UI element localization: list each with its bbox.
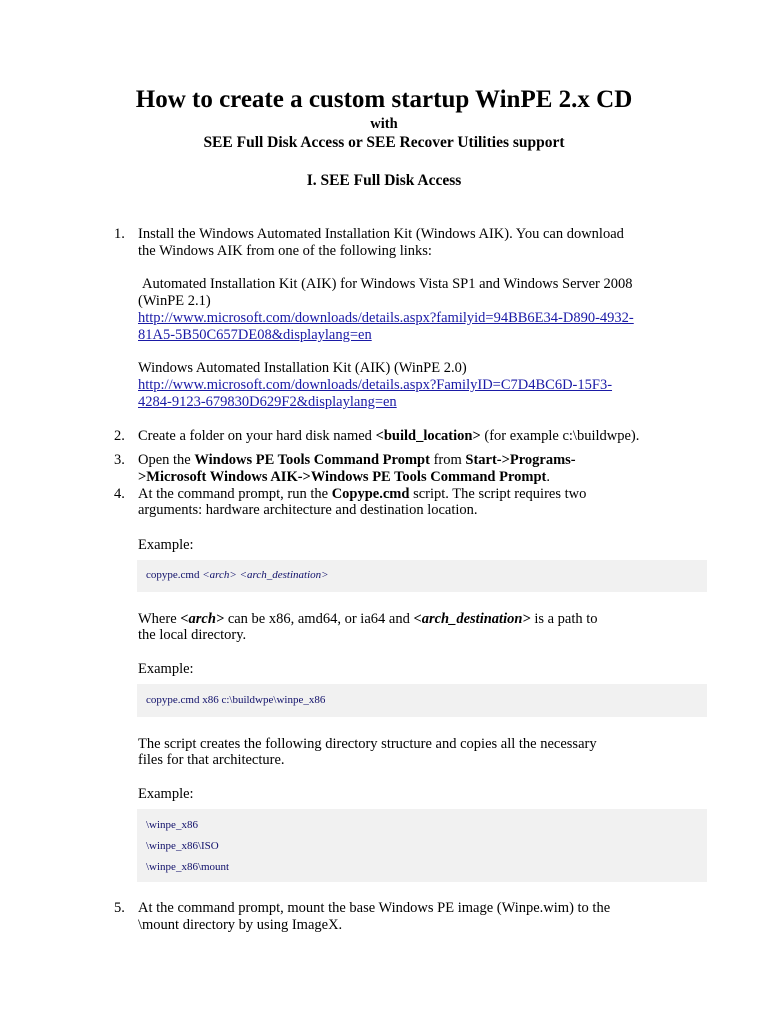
- paragraph-line: files for that architecture.: [138, 752, 285, 768]
- paragraph-line: the Windows AIK from one of the following links:: [138, 243, 432, 259]
- example-label: Example:: [138, 661, 194, 677]
- subtitle-main: SEE Full Disk Access or SEE Recover Utilities support: [203, 134, 565, 151]
- download-link-line[interactable]: [138, 377, 612, 394]
- step-number: 5.: [114, 900, 125, 916]
- download-link-winpe20-cont[interactable]: 4284-9123-679830D629F2&displaylang=en: [138, 394, 397, 410]
- paragraph-line: \mount directory by using ImageX.: [138, 917, 343, 933]
- step-number: 2.: [114, 428, 125, 444]
- paragraph-line: [138, 469, 550, 486]
- paragraph-line: At the command prompt, mount the base Windows PE image (Winpe.wim) to the: [138, 900, 611, 916]
- code-block: [137, 809, 707, 882]
- code-line: \winpe_x86: [146, 819, 198, 831]
- download-link-winpe20[interactable]: http://www.microsoft.com/downloads/details.aspx?FamilyID=C7D4BC6D-15F3-: [138, 377, 613, 393]
- text-run: At the command prompt, run the: [138, 486, 332, 502]
- text-run: can be x86, amd64, or ia64 and: [224, 611, 414, 627]
- bold-text: Windows PE Tools Command Prompt: [194, 452, 430, 468]
- section-heading: I. SEE Full Disk Access: [306, 172, 462, 189]
- document-title: How to create a custom startup WinPE 2.x CD: [135, 86, 633, 113]
- paragraph-line: [138, 452, 576, 469]
- example-label: Example:: [138, 537, 194, 553]
- bold-text: >Microsoft Windows AIK->Windows PE Tools Command Prompt: [138, 469, 547, 485]
- bold-text: Copype.cmd: [331, 486, 410, 502]
- code-block: [137, 684, 707, 717]
- paragraph-line: the local directory.: [138, 627, 247, 643]
- link-description: Automated Installation Kit (AIK) for Windows Vista SP1 and Windows Server 2008: [142, 276, 633, 292]
- step-number: 1.: [114, 226, 125, 242]
- paragraph-line: [138, 428, 639, 445]
- text-run: (for example c:\buildwpe).: [480, 428, 640, 444]
- text-run: Where: [138, 611, 181, 627]
- paragraph-line: [138, 486, 586, 503]
- paragraph-line: arguments: hardware architecture and destination location.: [138, 502, 478, 518]
- download-link-line[interactable]: [138, 310, 634, 327]
- bold-text: <build_location>: [375, 428, 481, 444]
- text-run: from: [429, 452, 466, 468]
- link-description: (WinPE 2.1): [138, 293, 211, 309]
- step-number: 3.: [114, 452, 125, 468]
- download-link-vista-sp1[interactable]: http://www.microsoft.com/downloads/details.aspx?familyid=94BB6E34-D890-4932-: [138, 310, 634, 326]
- paragraph-line: The script creates the following directory structure and copies all the necessary: [138, 736, 597, 752]
- bold-italic-text: <arch_destination>: [413, 611, 531, 627]
- paragraph-line: [138, 611, 598, 628]
- download-link-line[interactable]: [138, 394, 397, 411]
- download-link-vista-sp1-cont[interactable]: 81A5-5B50C657DE08&displaylang=en: [138, 327, 372, 343]
- code-block: [137, 560, 707, 592]
- bold-italic-text: <arch>: [180, 611, 225, 627]
- code-line: \winpe_x86\mount: [146, 861, 230, 873]
- example-label: Example:: [138, 786, 194, 802]
- link-description: Windows Automated Installation Kit (AIK) (WinPE 2.0): [138, 360, 467, 376]
- code-line: copype.cmd x86 c:\buildwpe\winpe_x86: [146, 694, 326, 706]
- subtitle-with: with: [370, 116, 398, 132]
- text-run: Open the: [138, 452, 195, 468]
- code-line: \winpe_x86\ISO: [146, 840, 219, 852]
- paragraph-line: Install the Windows Automated Installation Kit (Windows AIK). You can download: [138, 226, 624, 242]
- download-link-line[interactable]: [138, 327, 372, 344]
- code-placeholder: <arch>: [202, 569, 237, 581]
- text-run: Create a folder on your hard disk named: [138, 428, 376, 444]
- bold-text: Start->Programs-: [465, 452, 576, 468]
- code-line: [146, 569, 329, 581]
- code-text: copype.cmd: [146, 569, 203, 581]
- text-run: .: [546, 469, 550, 485]
- text-run: is a path to: [530, 611, 598, 627]
- text-run: script. The script requires two: [409, 486, 587, 502]
- step-number: 4.: [114, 486, 125, 502]
- code-placeholder: <arch_destination>: [239, 569, 329, 581]
